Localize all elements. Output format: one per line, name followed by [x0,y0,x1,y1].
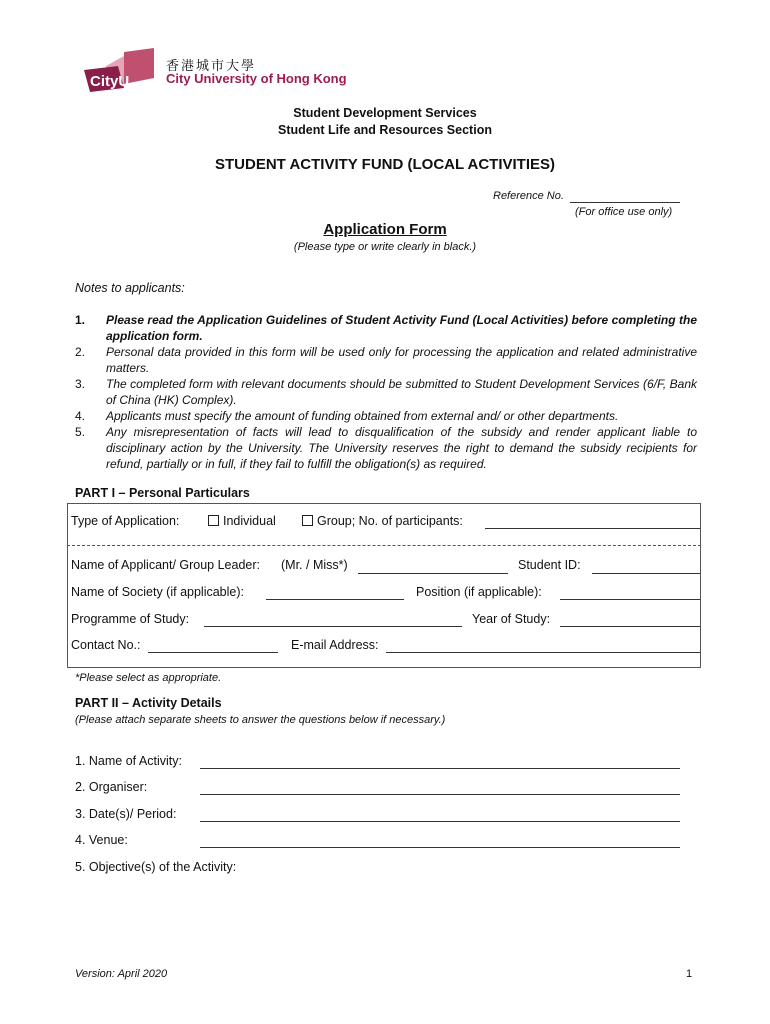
date-period-label: 3. Date(s)/ Period: [75,807,177,821]
cityu-logo-mark-icon [84,48,154,93]
version-label: Version: April 2020 [75,968,168,980]
note-number: 1. [75,313,86,327]
contact-field[interactable] [148,652,278,653]
programme-label: Programme of Study: [71,612,190,626]
group-checkbox[interactable] [302,515,313,526]
dept-line-1: Student Development Services [293,106,477,120]
form-main-title: STUDENT ACTIVITY FUND (LOCAL ACTIVITIES) [215,156,555,173]
group-option[interactable] [302,514,463,528]
activity-name-field[interactable] [200,768,680,769]
note-text: Personal data provided in this form will be used only for processing the application and related administrative matters. [106,345,697,375]
dept-line-2: Student Life and Resources Section [278,123,492,137]
note-number: 4. [75,409,86,423]
note-item [75,344,697,376]
part1-heading: PART I – Personal Particulars [75,486,250,500]
note-number: 5. [75,425,86,439]
cityu-logo [84,48,154,93]
page-number: 1 [686,968,693,980]
notes-title: Notes to applicants: [75,281,185,295]
participants-field[interactable] [485,528,700,529]
contact-label: Contact No.: [71,638,141,652]
type-of-application-label: Type of Application: [71,514,180,528]
student-id-field[interactable] [592,573,700,574]
reference-field[interactable] [570,202,680,203]
organiser-label: 2. Organiser: [75,780,148,794]
note-text: Any misrepresentation of facts will lead to disqualification of the subsidy and render applicant liable to disciplinary action by the University. The University reserves the right to demand the subsidy recipients for refund, partially or in full, if they fail to fulfill the obligation(s) as required. [106,425,697,471]
form-instruction: (Please type or write clearly in black.) [293,241,477,253]
note-text: Applicants must specify the amount of funding obtained from external and/ or other departments. [106,409,619,423]
venue-label: 4. Venue: [75,833,128,847]
logo-mark-text: CityU [90,73,130,90]
year-field[interactable] [560,626,700,627]
note-text: Please read the Application Guidelines of Student Activity Fund (Local Activities) before completing the application form. [106,313,697,343]
note-item [75,424,697,472]
title-options: (Mr. / Miss*) [281,558,348,572]
programme-field[interactable] [204,626,462,627]
objectives-label: 5. Objective(s) of the Activity: [75,860,237,874]
date-period-field[interactable] [200,821,680,822]
position-field[interactable] [560,599,700,600]
individual-checkbox[interactable] [208,515,219,526]
office-use-note: (For office use only) [575,206,673,218]
organiser-field[interactable] [200,794,680,795]
application-form-title: Application Form [323,221,447,238]
note-text: The completed form with relevant documents should be submitted to Student Development Services (6/F, Bank of China (HK) Complex). [106,377,697,407]
select-footnote: *Please select as appropriate. [75,672,222,684]
position-label: Position (if applicable): [416,585,542,599]
venue-field[interactable] [200,847,680,848]
individual-option[interactable] [208,514,276,528]
section-divider [67,545,701,546]
activity-name-label: 1. Name of Activity: [75,754,182,768]
individual-label: Individual [223,514,276,528]
note-number: 2. [75,345,86,359]
applicant-name-field[interactable] [358,573,508,574]
applicant-name-label: Name of Applicant/ Group Leader: [71,558,261,572]
note-item [75,408,697,424]
reference-label: Reference No. [493,190,564,202]
part2-note: (Please attach separate sheets to answer the questions below if necessary.) [75,714,446,726]
note-item [75,376,697,408]
society-field[interactable] [266,599,404,600]
part2-heading: PART II – Activity Details [75,696,222,710]
society-label: Name of Society (if applicable): [71,585,244,599]
email-field[interactable] [386,652,700,653]
note-item [75,312,697,344]
student-id-label: Student ID: [518,558,581,572]
logo-english-name: City University of Hong Kong [166,71,347,86]
logo-chinese-name: 香港城市大學 [166,59,257,74]
notes-list [75,312,697,472]
email-label: E-mail Address: [291,638,379,652]
note-number: 3. [75,377,86,391]
year-label: Year of Study: [472,612,551,626]
group-label: Group; No. of participants: [317,514,463,528]
